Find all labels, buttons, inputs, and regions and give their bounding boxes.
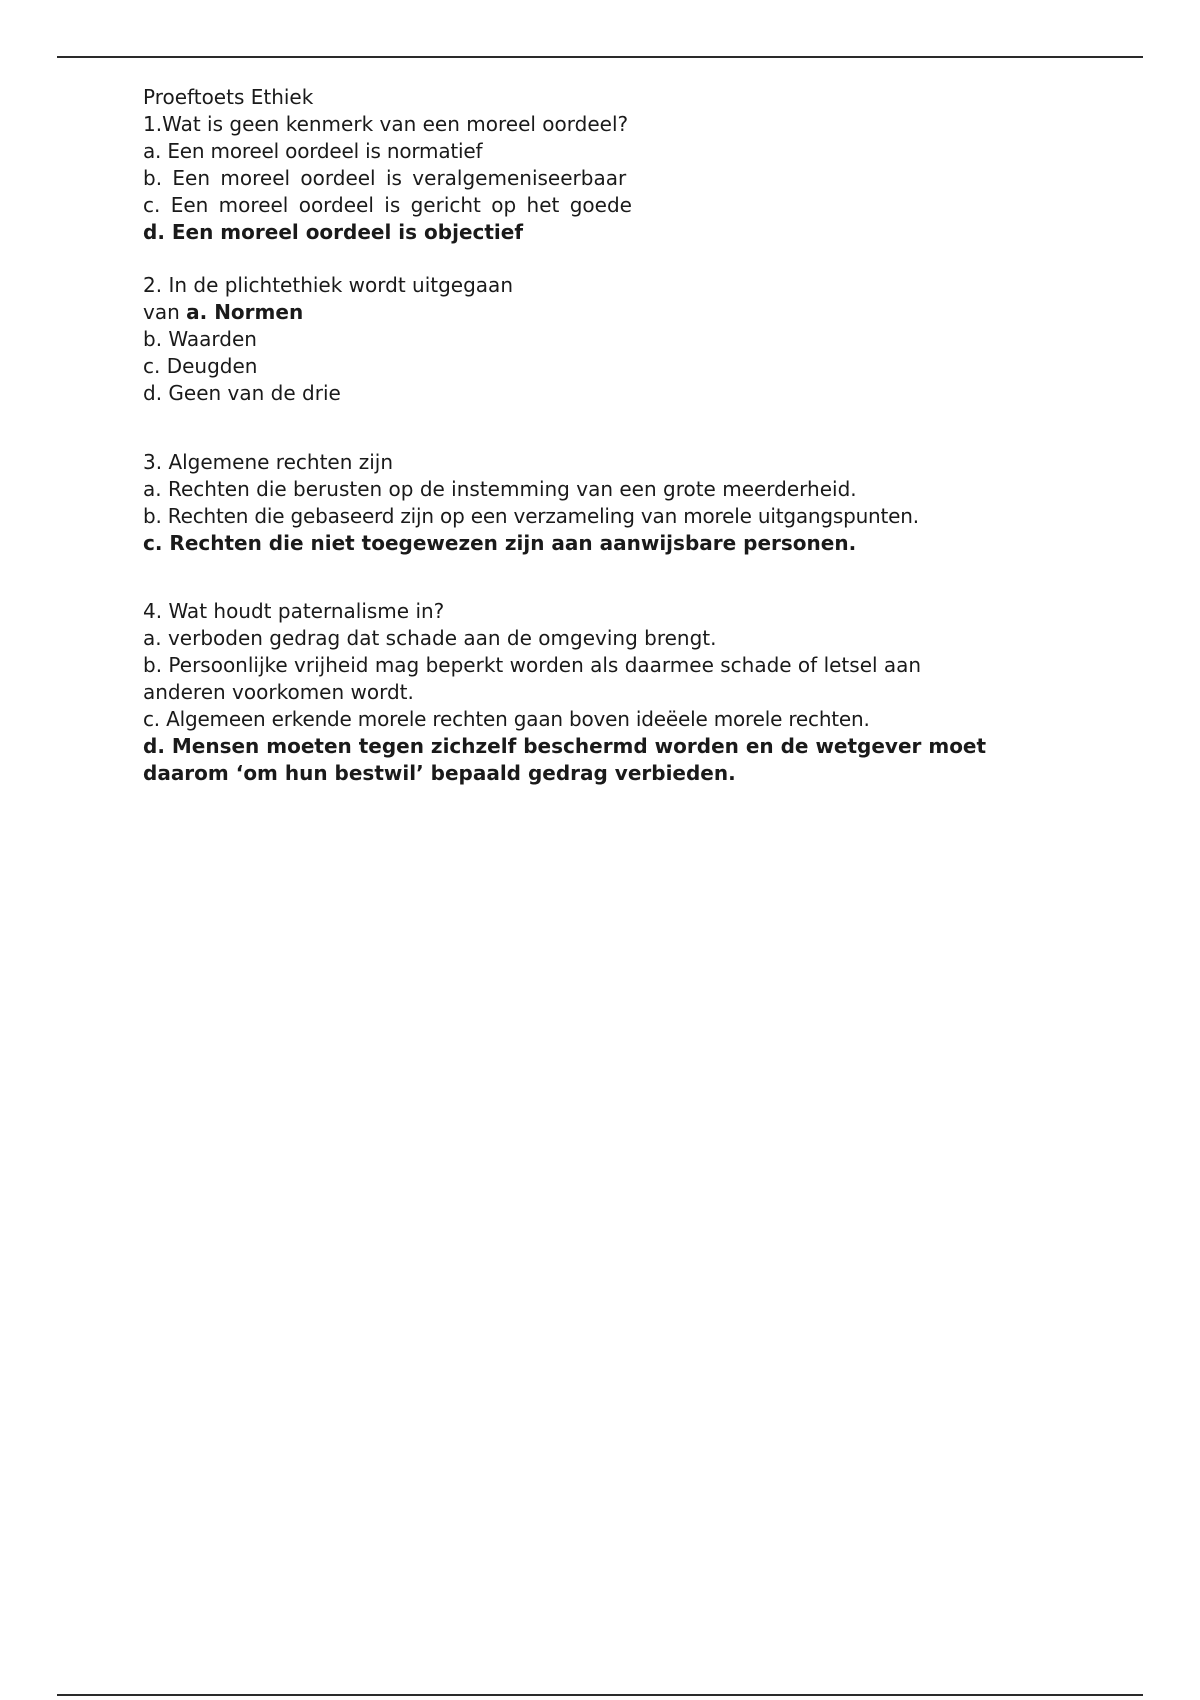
question-2-continuation: van: [143, 300, 180, 324]
question-2: [143, 272, 1043, 407]
question-3-text: 3. Algemene rechten zijn: [143, 450, 394, 474]
question-2-option-c: c. Deugden: [143, 354, 258, 378]
question-1-option-c: c. Een moreel oordeel is gericht op het goede: [143, 193, 632, 217]
question-3-option-c-correct: c. Rechten die niet toegewezen zijn aan aanwijsbare personen.: [143, 531, 857, 555]
question-3: [143, 449, 1043, 557]
question-2-continuation-line: [143, 299, 1043, 326]
question-1-option-a: a. Een moreel oordeel is normatief: [143, 139, 483, 163]
page-bottom-rule: [57, 1694, 1143, 1696]
question-1-option-d-correct: d. Een moreel oordeel is objectief: [143, 220, 524, 244]
question-4-option-a: a. verboden gedrag dat schade aan de omgeving brengt.: [143, 626, 717, 650]
question-2-text: 2. In de plichtethiek wordt uitgegaan: [143, 273, 513, 297]
question-4-option-c: c. Algemeen erkende morele rechten gaan boven ideëele morele rechten.: [143, 707, 870, 731]
document-body: [143, 84, 1043, 787]
document-title: Proeftoets Ethiek: [143, 85, 314, 109]
question-1-option-b: b. Een moreel oordeel is veralgemeniseerbaar: [143, 166, 627, 190]
question-4-option-b: b. Persoonlijke vrijheid mag beperkt worden als daarmee schade of letsel aan anderen voorkomen wordt.: [143, 653, 922, 704]
question-2-option-d: d. Geen van de drie: [143, 381, 341, 405]
question-4-text: 4. Wat houdt paternalisme in?: [143, 599, 445, 623]
question-4: [143, 598, 1043, 787]
question-1-text: 1.Wat is geen kenmerk van een moreel oordeel?: [143, 112, 629, 136]
question-4-option-d-correct: d. Mensen moeten tegen zichzelf beschermd worden en de wetgever moet daarom ‘om hun bestwil’ bepaald gedrag verbieden.: [143, 734, 987, 785]
question-3-option-a: a. Rechten die berusten op de instemming van een grote meerderheid.: [143, 477, 857, 501]
question-1: [143, 111, 1043, 246]
question-2-option-b: b. Waarden: [143, 327, 257, 351]
question-2-option-a-correct: a. Normen: [186, 300, 304, 324]
page-top-rule: [57, 56, 1143, 58]
question-3-option-b: b. Rechten die gebaseerd zijn op een verzameling van morele uitgangspunten.: [143, 504, 919, 528]
